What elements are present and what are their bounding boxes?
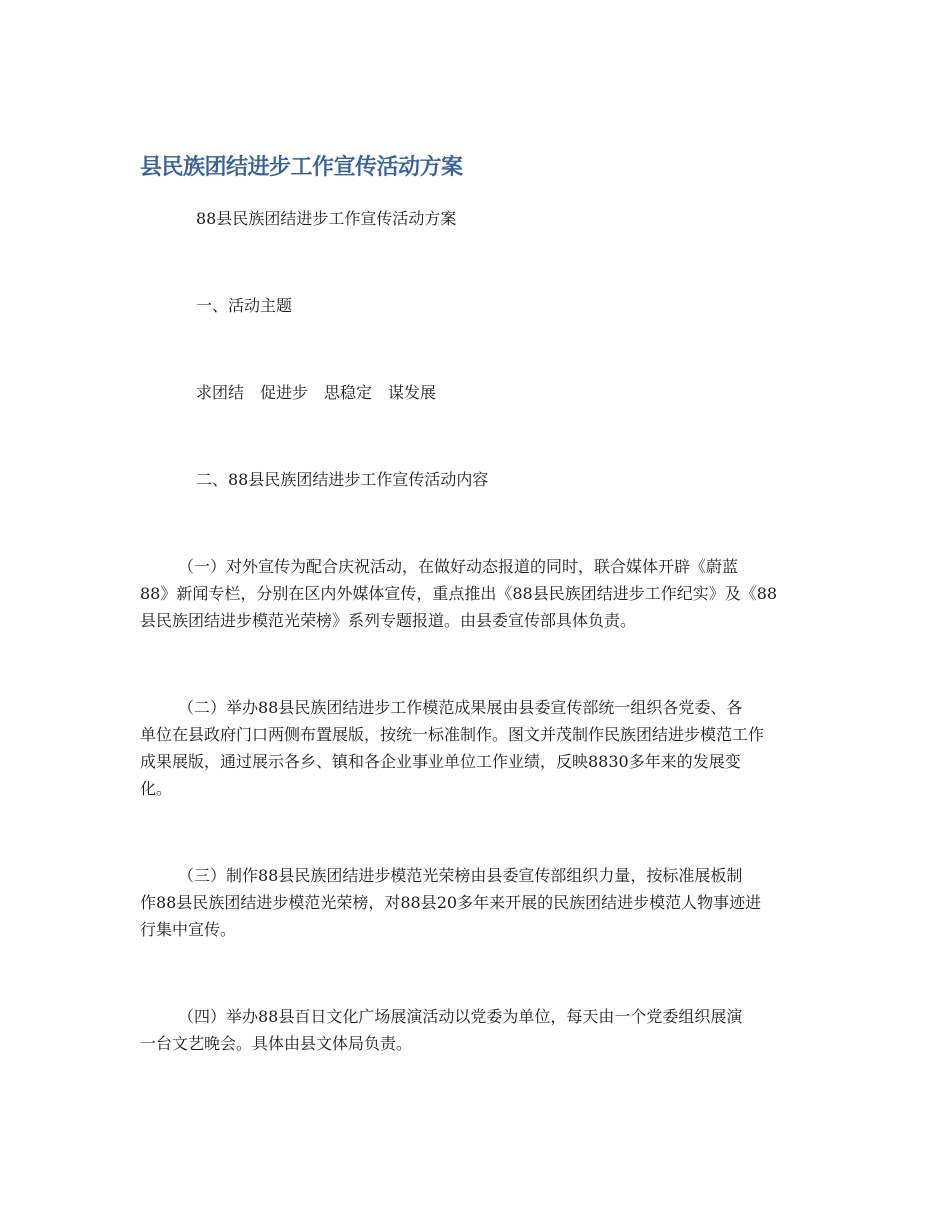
paragraph-line: 88》新闻专栏，分别在区内外媒体宣传，重点推出《88县民族团结进步工作纪实》及《88 [140,584,778,603]
section-heading-content: 二、88县民族团结进步工作宣传活动内容 [196,470,489,489]
paragraph-line: 行集中宣传。 [140,920,237,939]
paragraph-line: 一台文艺晚会。具体由县文体局负责。 [140,1034,413,1053]
paragraph-line: 县民族团结进步模范光荣榜》系列专题报道。由县委宣传部具体负责。 [140,611,637,630]
paragraph-line: 成果展版，通过展示各乡、镇和各企业事业单位工作业绩，反映8830多年来的发展变 [140,752,741,771]
paragraph-line: （一）对外宣传为配合庆祝活动，在做好动态报道的同时，联合媒体开辟《蔚蓝 [178,557,739,576]
paragraph-line: 作88县民族团结进步模范光荣榜，对88县20多年来开展的民族团结进步模范人物事迹进 [140,893,762,912]
section-heading-theme: 一、活动主题 [196,296,293,315]
paragraph-line: （四）举办88县百日文化广场展演活动以党委为单位，每天由一个党委组织展演 [178,1007,743,1026]
theme-text: 求团结 促进步 思稳定 谋发展 [196,383,437,402]
paragraph-line: 单位在县政府门口两侧布置展版，按统一标准制作。图文并茂制作民族团结进步模范工作 [140,725,765,744]
paragraph-line: 化。 [140,779,173,798]
subtitle: 88县民族团结进步工作宣传活动方案 [196,209,457,228]
paragraph-line: （二）举办88县民族团结进步工作模范成果展由县委宣传部统一组织各党委、各 [178,698,743,717]
paragraph-line: （三）制作88县民族团结进步模范光荣榜由县委宣传部组织力量，按标准展板制 [178,866,743,885]
document-title: 县民族团结进步工作宣传活动方案 [140,155,463,180]
